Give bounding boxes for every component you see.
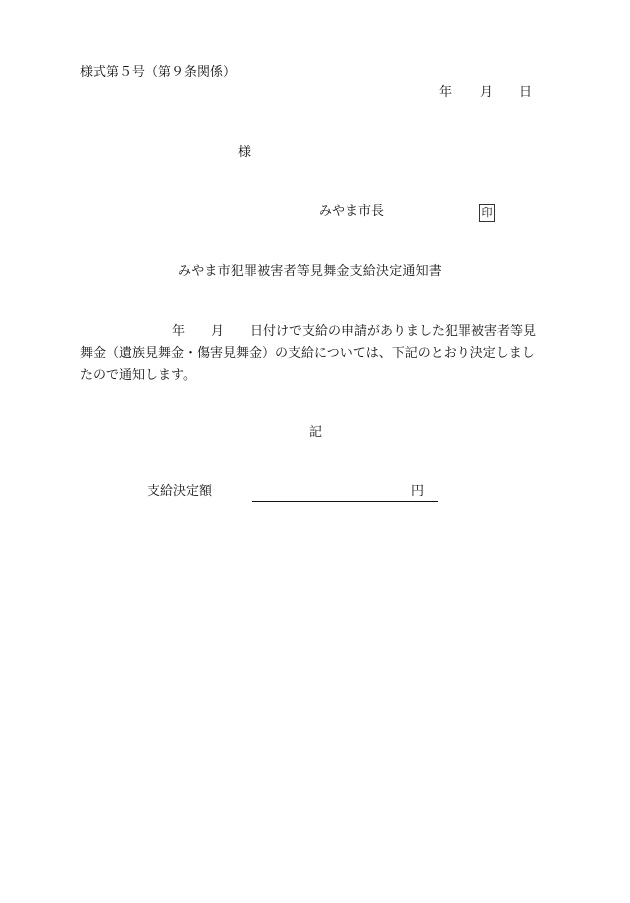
- date-year-label: 年: [439, 85, 453, 100]
- amount-field: [252, 483, 438, 502]
- amount-label: 支給決定額: [147, 484, 213, 499]
- issuer-name: みやま市長: [319, 204, 385, 219]
- body-line-2: 舞金（遺族見舞金・傷害見舞金）の支給については、下記のとおり決定しまし: [80, 346, 535, 361]
- amount-unit: 円: [410, 484, 424, 499]
- body-paragraph: [80, 321, 552, 387]
- addressee-honorific: 様: [238, 145, 252, 160]
- body-line-1: 年 月 日付けで支給の申請がありました犯罪被害者等見: [172, 324, 537, 339]
- form-number: 様式第５号（第９条関係）: [80, 65, 237, 80]
- body-line-3: たので通知します。: [80, 368, 196, 383]
- seal-mark: 印: [479, 204, 495, 222]
- document-title: みやま市犯罪被害者等見舞金支給決定通知書: [178, 264, 443, 279]
- ki-heading: 記: [309, 425, 323, 440]
- date-month-label: 月: [480, 85, 494, 100]
- date-day-label: 日: [519, 85, 533, 100]
